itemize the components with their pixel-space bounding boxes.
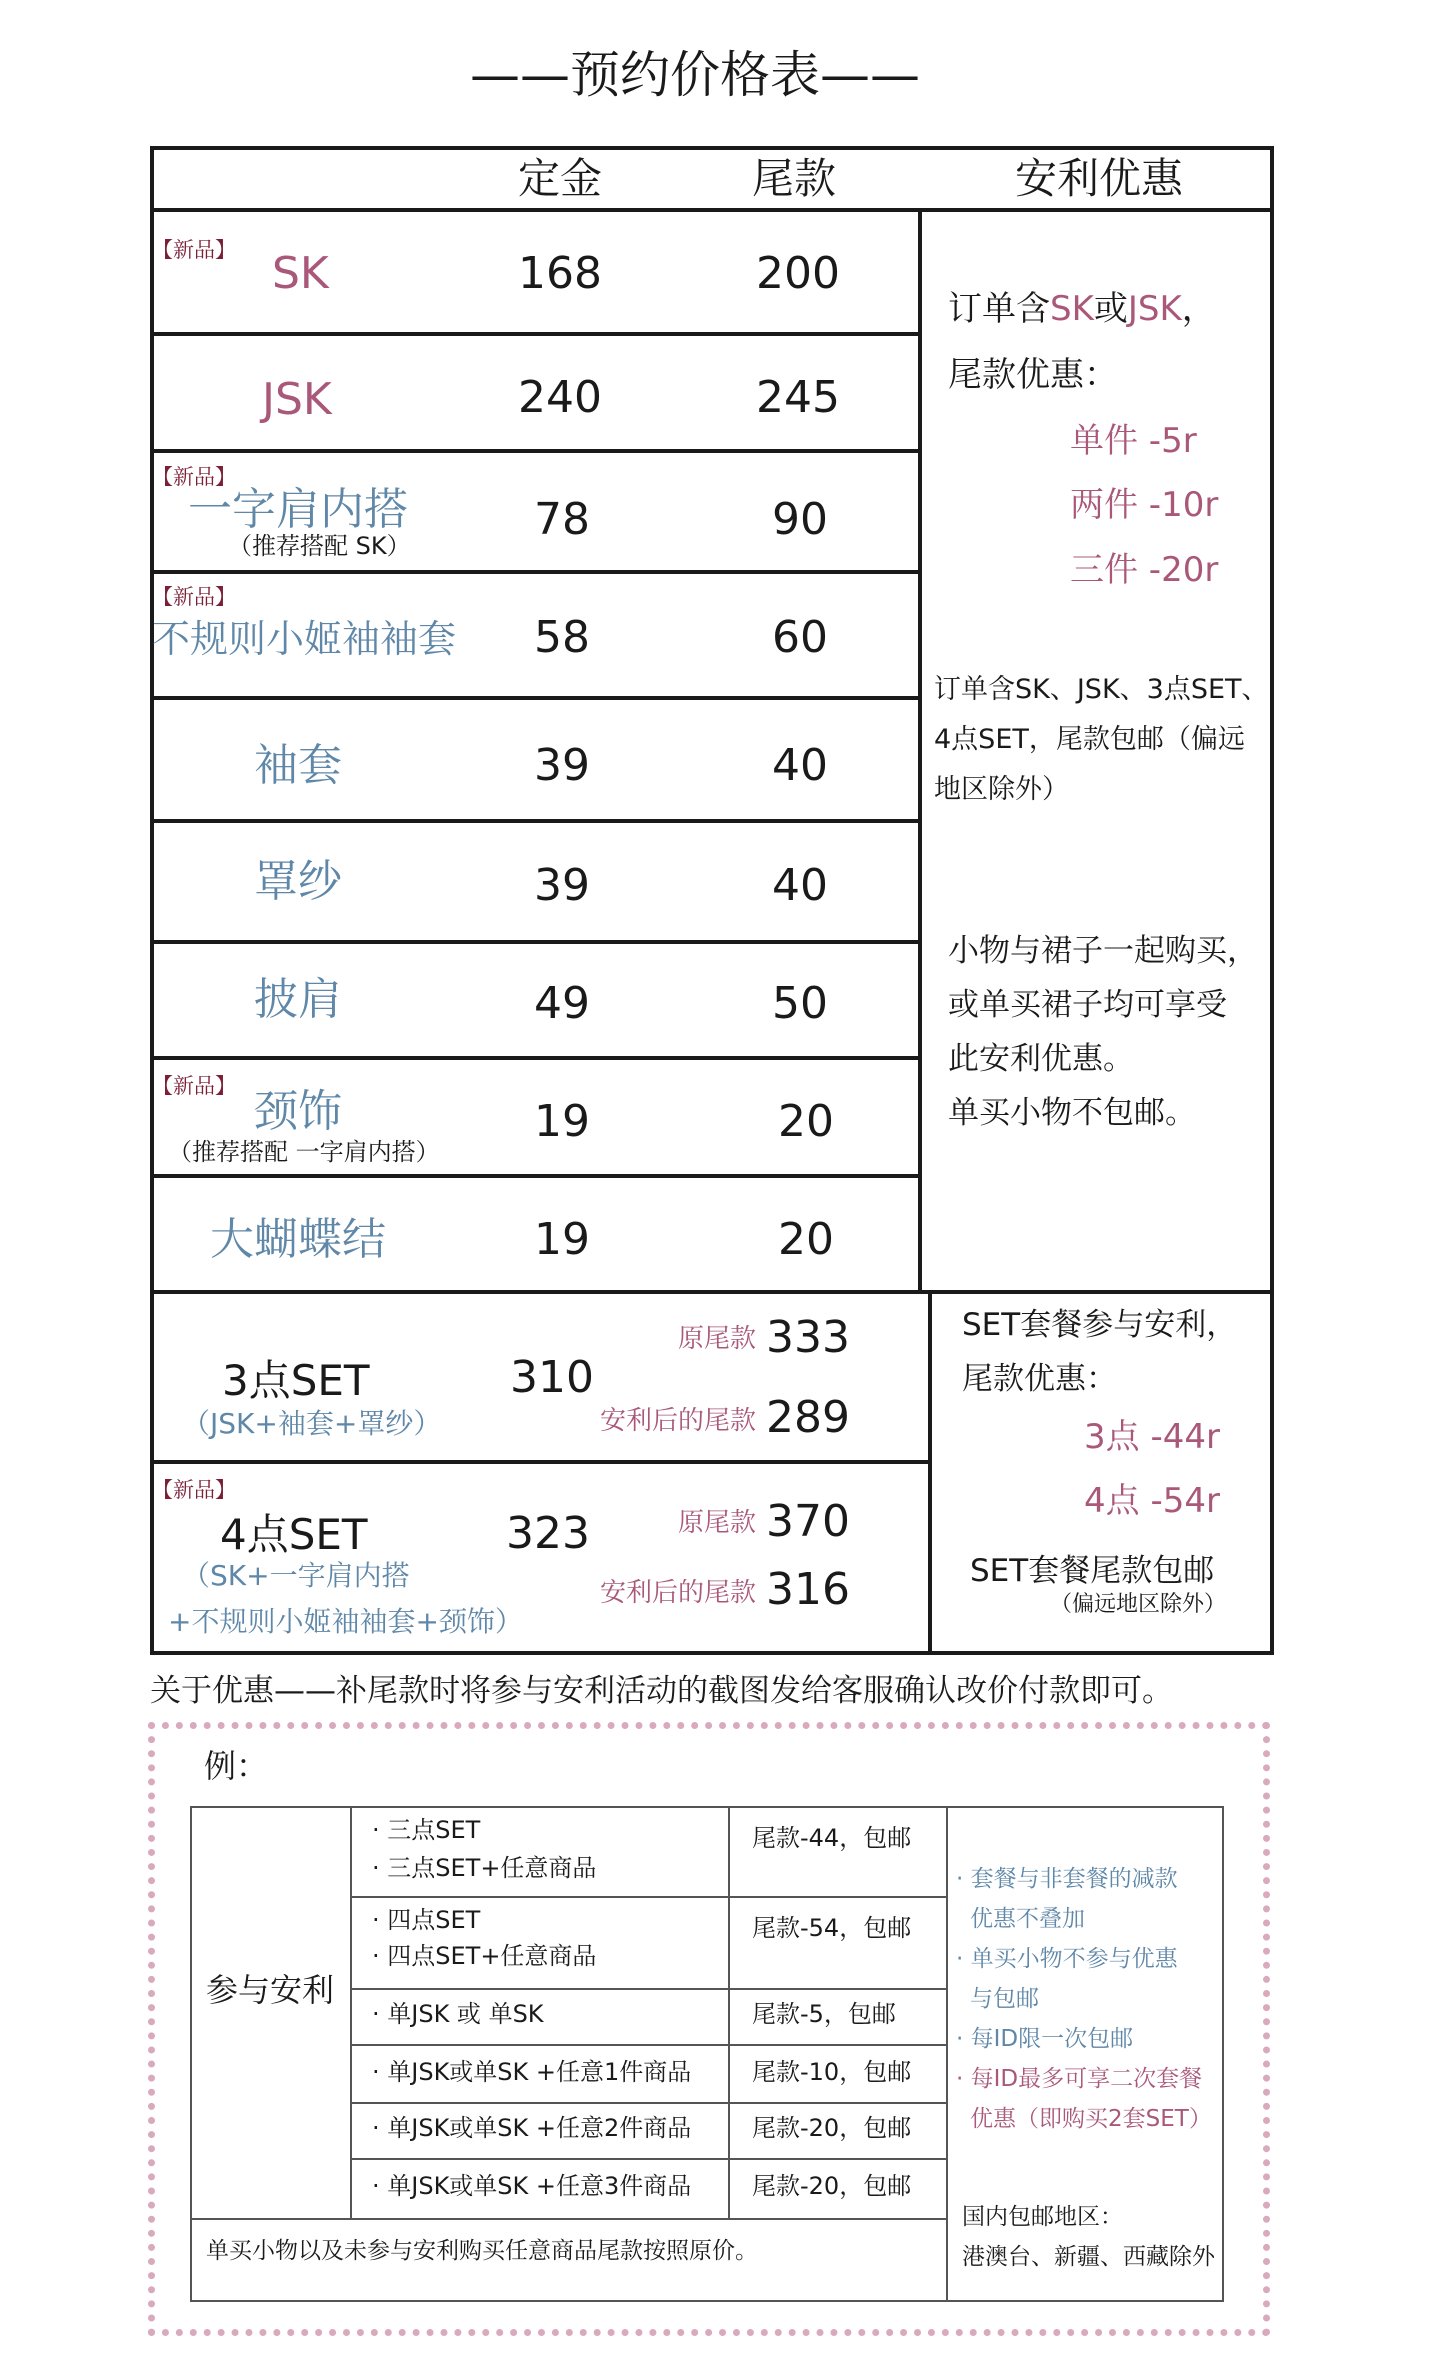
example-note: 优惠不叠加	[970, 1906, 1085, 1932]
orig-balance: 333	[766, 1312, 850, 1363]
header-discount: 安利优惠	[1015, 154, 1184, 203]
discount-tier: 两件 -10r	[1070, 485, 1219, 525]
example-item: · 四点SET+任意商品	[372, 1942, 597, 1970]
item-subtitle: （推荐搭配 SK）	[228, 532, 411, 560]
header-balance: 尾款	[752, 154, 837, 203]
item-name: SK	[272, 248, 329, 299]
example-group-label: 参与安利	[206, 1971, 335, 2009]
item-balance: 40	[772, 860, 828, 911]
example-note: 与包邮	[970, 1986, 1039, 2012]
after-balance-label: 安利后的尾款	[600, 1578, 757, 1608]
item-name: 颈饰	[254, 1086, 342, 1137]
item-balance: 20	[778, 1096, 834, 1147]
set-discount-tier: 3点 -44r	[1084, 1417, 1220, 1457]
example-result: 尾款-20，包邮	[752, 2114, 912, 2142]
orig-balance: 370	[766, 1496, 850, 1547]
discount-tier: 单件 -5r	[1070, 421, 1197, 461]
set-name: 4点SET	[220, 1510, 368, 1559]
discount-label: 尾款优惠：	[948, 355, 1118, 395]
set-name: 3点SET	[222, 1356, 370, 1405]
item-deposit: 39	[534, 740, 590, 791]
new-tag: 【新品】	[152, 238, 236, 262]
example-item: · 单JSK或单SK +任意2件商品	[372, 2114, 692, 2142]
small-items-note: 此安利优惠。	[948, 1041, 1134, 1077]
discount-condition: 订单含SK或JSK，	[948, 289, 1216, 329]
small-items-note: 小物与裙子一起购买，	[948, 933, 1258, 969]
header-deposit: 定金	[518, 154, 603, 203]
set-discount-title: 尾款优惠：	[962, 1361, 1117, 1397]
shipping-note: 地区除外）	[934, 774, 1069, 805]
after-balance: 316	[766, 1564, 850, 1615]
orig-balance-label: 原尾款	[678, 1324, 757, 1354]
example-note: · 每ID最多可享二次套餐	[956, 2066, 1203, 2092]
example-note: · 套餐与非套餐的减款	[956, 1866, 1178, 1892]
example-item: · 单JSK 或 单SK	[372, 2000, 544, 2028]
new-tag: 【新品】	[152, 585, 236, 609]
item-deposit: 240	[518, 372, 602, 423]
new-tag: 【新品】	[152, 1478, 236, 1502]
example-result: 尾款-10，包邮	[752, 2058, 912, 2086]
set-contents: （SK+一字肩内搭	[182, 1559, 410, 1592]
item-name: 罩纱	[254, 856, 342, 907]
item-balance: 200	[756, 248, 840, 299]
orig-balance-label: 原尾款	[678, 1508, 757, 1538]
set-shipping-note: （偏远地区除外）	[1050, 1592, 1227, 1617]
shipping-note: 订单含SK、JSK、3点SET、	[934, 674, 1269, 705]
page-title: ——预约价格表——	[470, 46, 920, 104]
set-shipping: SET套餐尾款包邮	[970, 1553, 1215, 1589]
item-balance: 50	[772, 978, 828, 1029]
set-discount-tier: 4点 -54r	[1084, 1481, 1220, 1521]
example-item: · 三点SET+任意商品	[372, 1854, 597, 1882]
item-deposit: 19	[534, 1214, 590, 1265]
item-deposit: 39	[534, 860, 590, 911]
item-name: 大蝴蝶结	[210, 1214, 386, 1265]
example-footer-right: 国内包邮地区：	[962, 2204, 1123, 2230]
item-balance: 245	[756, 372, 840, 423]
set-deposit: 323	[506, 1508, 590, 1559]
example-result: 尾款-54，包邮	[752, 1914, 912, 1942]
set-discount-title: SET套餐参与安利，	[962, 1307, 1238, 1343]
small-items-note: 单买小物不包邮。	[948, 1095, 1196, 1131]
item-name: 不规则小姬袖袖套	[152, 617, 457, 661]
item-deposit: 168	[518, 248, 602, 299]
item-subtitle: （推荐搭配 一字肩内搭）	[168, 1138, 440, 1166]
item-balance: 90	[772, 494, 828, 545]
after-balance-label: 安利后的尾款	[600, 1406, 757, 1436]
example-result: 尾款-5，包邮	[752, 2000, 896, 2028]
example-title: 例：	[204, 1747, 269, 1785]
example-footer-left: 单买小物以及未参与安利购买任意商品尾款按照原价。	[206, 2238, 758, 2264]
item-deposit: 49	[534, 978, 590, 1029]
new-tag: 【新品】	[152, 1074, 236, 1098]
item-name: JSK	[262, 374, 332, 425]
example-note: · 单买小物不参与优惠	[956, 1946, 1178, 1972]
discount-tier: 三件 -20r	[1070, 550, 1219, 590]
discount-instructions: 关于优惠——补尾款时将参与安利活动的截图发给客服确认改价付款即可。	[150, 1673, 1173, 1709]
shipping-note: 4点SET，尾款包邮（偏远	[934, 724, 1245, 755]
example-footer-right: 港澳台、新疆、西藏除外	[962, 2244, 1215, 2270]
item-name: 袖套	[254, 740, 342, 791]
item-balance: 60	[772, 612, 828, 663]
example-item: · 四点SET	[372, 1906, 481, 1934]
example-note: 优惠（即购买2套SET）	[970, 2106, 1212, 2132]
item-name: 披肩	[254, 974, 342, 1025]
item-deposit: 58	[534, 612, 590, 663]
set-deposit: 310	[510, 1352, 594, 1403]
item-deposit: 19	[534, 1096, 590, 1147]
set-contents: +不规则小姬袖袖套+颈饰）	[168, 1605, 523, 1638]
item-balance: 20	[778, 1214, 834, 1265]
example-result: 尾款-44，包邮	[752, 1824, 912, 1852]
item-balance: 40	[772, 740, 828, 791]
new-tag: 【新品】	[152, 465, 236, 489]
item-name: 一字肩内搭	[188, 484, 408, 535]
example-item: · 单JSK或单SK +任意3件商品	[372, 2172, 692, 2200]
example-note: · 每ID限一次包邮	[956, 2026, 1134, 2052]
small-items-note: 或单买裙子均可享受	[948, 987, 1227, 1023]
example-item: · 单JSK或单SK +任意1件商品	[372, 2058, 692, 2086]
example-item: · 三点SET	[372, 1816, 481, 1844]
item-deposit: 78	[534, 494, 590, 545]
example-result: 尾款-20，包邮	[752, 2172, 912, 2200]
after-balance: 289	[766, 1392, 850, 1443]
set-contents: （JSK+袖套+罩纱）	[182, 1407, 442, 1440]
